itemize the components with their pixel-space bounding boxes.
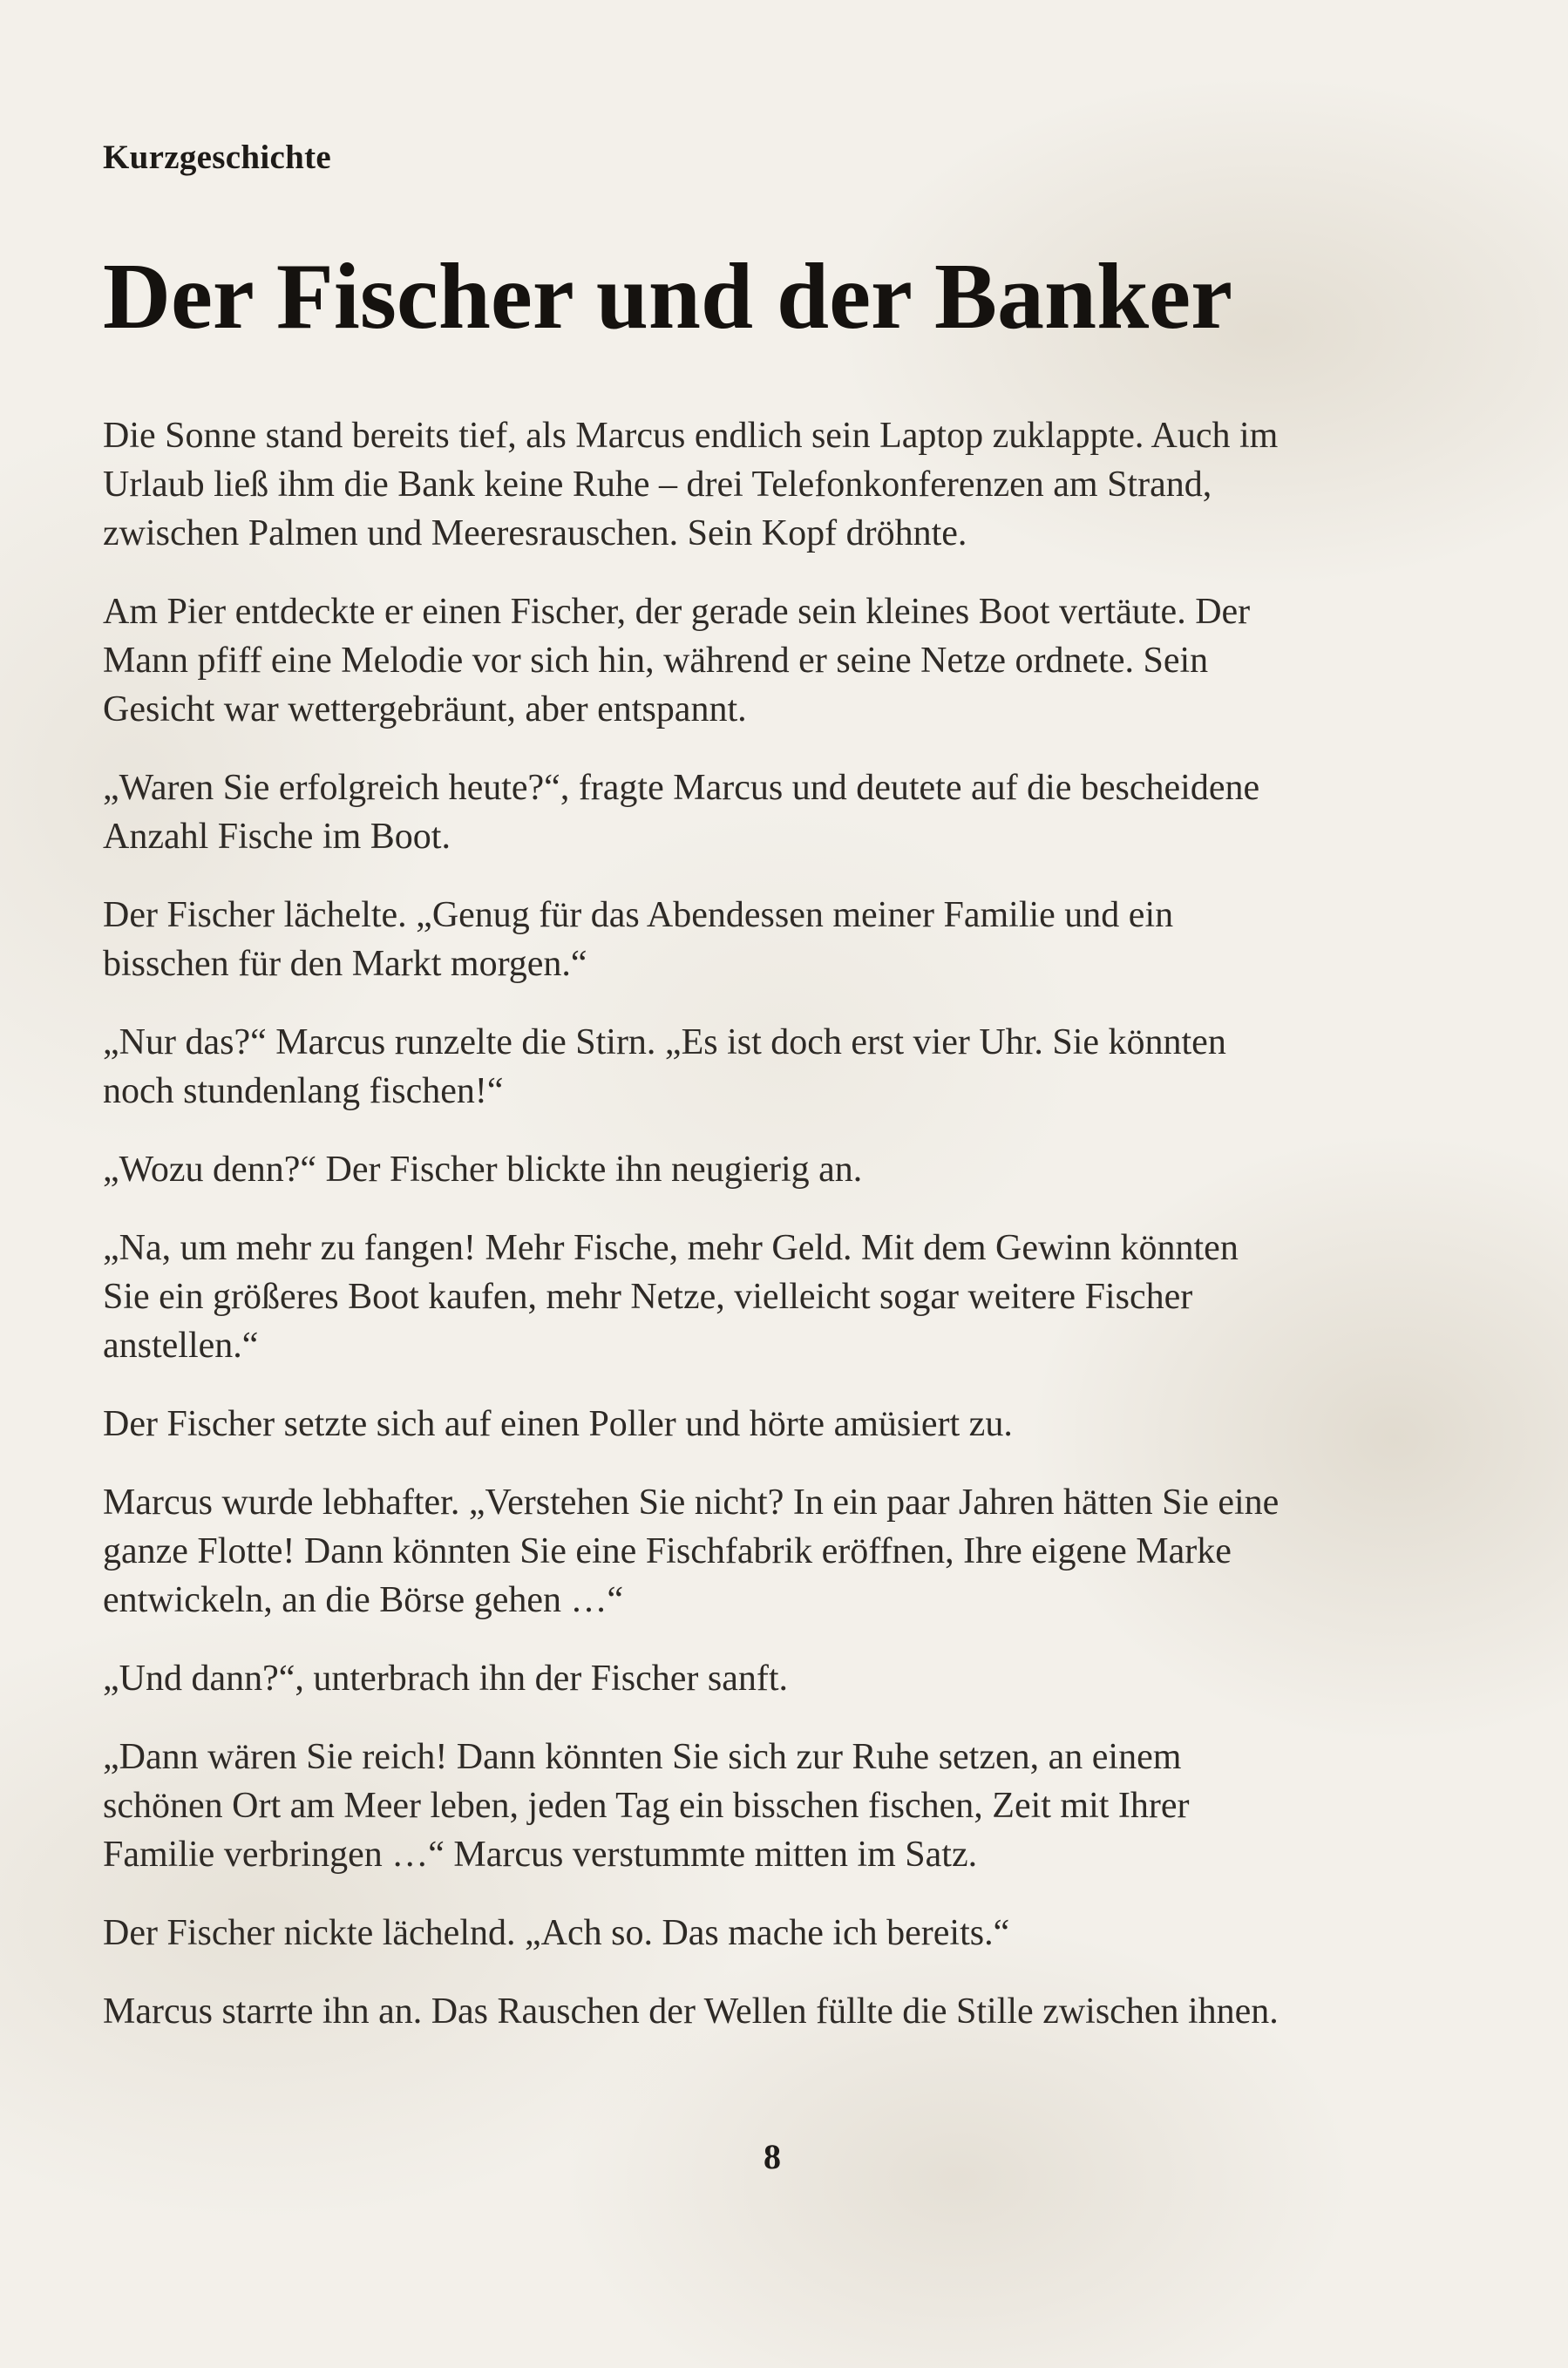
page: [103, 0, 1465, 2368]
section-kicker: Kurzgeschichte: [103, 139, 331, 176]
paragraph: Der Fischer nickte lächelnd. „Ach so. Das mache ich bereits.“: [103, 1913, 1010, 1953]
paragraph: Der Fischer lächelte. „Genug für das Abendessen meiner Familie und ein bisschen für den Markt morgen.“: [103, 895, 1174, 984]
paragraph: „Wozu denn?“ Der Fischer blickte ihn neugierig an.: [103, 1150, 863, 1190]
paragraph: Marcus wurde lebhafter. „Verstehen Sie nicht? In ein paar Jahren hätten Sie eine ganze Flotte! Dann könnten Sie eine Fischfabrik eröffnen, Ihre eigene Marke entwickeln, an die Börse gehen …“: [103, 1483, 1280, 1620]
story-title: Der Fischer und der Banker: [103, 245, 1233, 349]
page-number: 8: [764, 2137, 781, 2176]
paragraph: „Dann wären Sie reich! Dann könnten Sie sich zur Ruhe setzen, an einem schönen Ort am Meer leben, jeden Tag ein bisschen fischen, Zeit mit Ihrer Familie verbringen …“ Marcus verstummte mitten im Satz.: [103, 1737, 1190, 1875]
paragraph: Der Fischer setzte sich auf einen Poller und hörte amüsiert zu.: [103, 1404, 1013, 1444]
story-body: [103, 411, 1463, 2066]
paragraph: „Waren Sie erfolgreich heute?“, fragte Marcus und deutete auf die bescheidene Anzahl Fische im Boot.: [103, 768, 1260, 857]
paragraph: „Na, um mehr zu fangen! Mehr Fische, mehr Geld. Mit dem Gewinn könnten Sie ein größeres Boot kaufen, mehr Netze, vielleicht sogar weitere Fischer anstellen.“: [103, 1228, 1239, 1366]
paragraph: „Und dann?“, unterbrach ihn der Fischer sanft.: [103, 1659, 789, 1699]
paragraph: „Nur das?“ Marcus runzelte die Stirn. „Es ist doch erst vier Uhr. Sie könnten noch stundenlang fischen!“: [103, 1022, 1226, 1111]
paragraph: Die Sonne stand bereits tief, als Marcus endlich sein Laptop zuklappte. Auch im Urlaub ließ ihm die Bank keine Ruhe – drei Telefonkonferenzen am Strand, zwischen Palmen und Meeresrauschen. Sein Kopf dröhnte.: [103, 416, 1279, 553]
paragraph: Am Pier entdeckte er einen Fischer, der gerade sein kleines Boot vertäute. Der Mann pfiff eine Melodie vor sich hin, während er seine Netze ordnete. Sein Gesicht war wettergebräunt, aber entspannt.: [103, 592, 1251, 729]
paragraph: Marcus starrte ihn an. Das Rauschen der Wellen füllte die Stille zwischen ihnen.: [103, 1991, 1279, 2032]
